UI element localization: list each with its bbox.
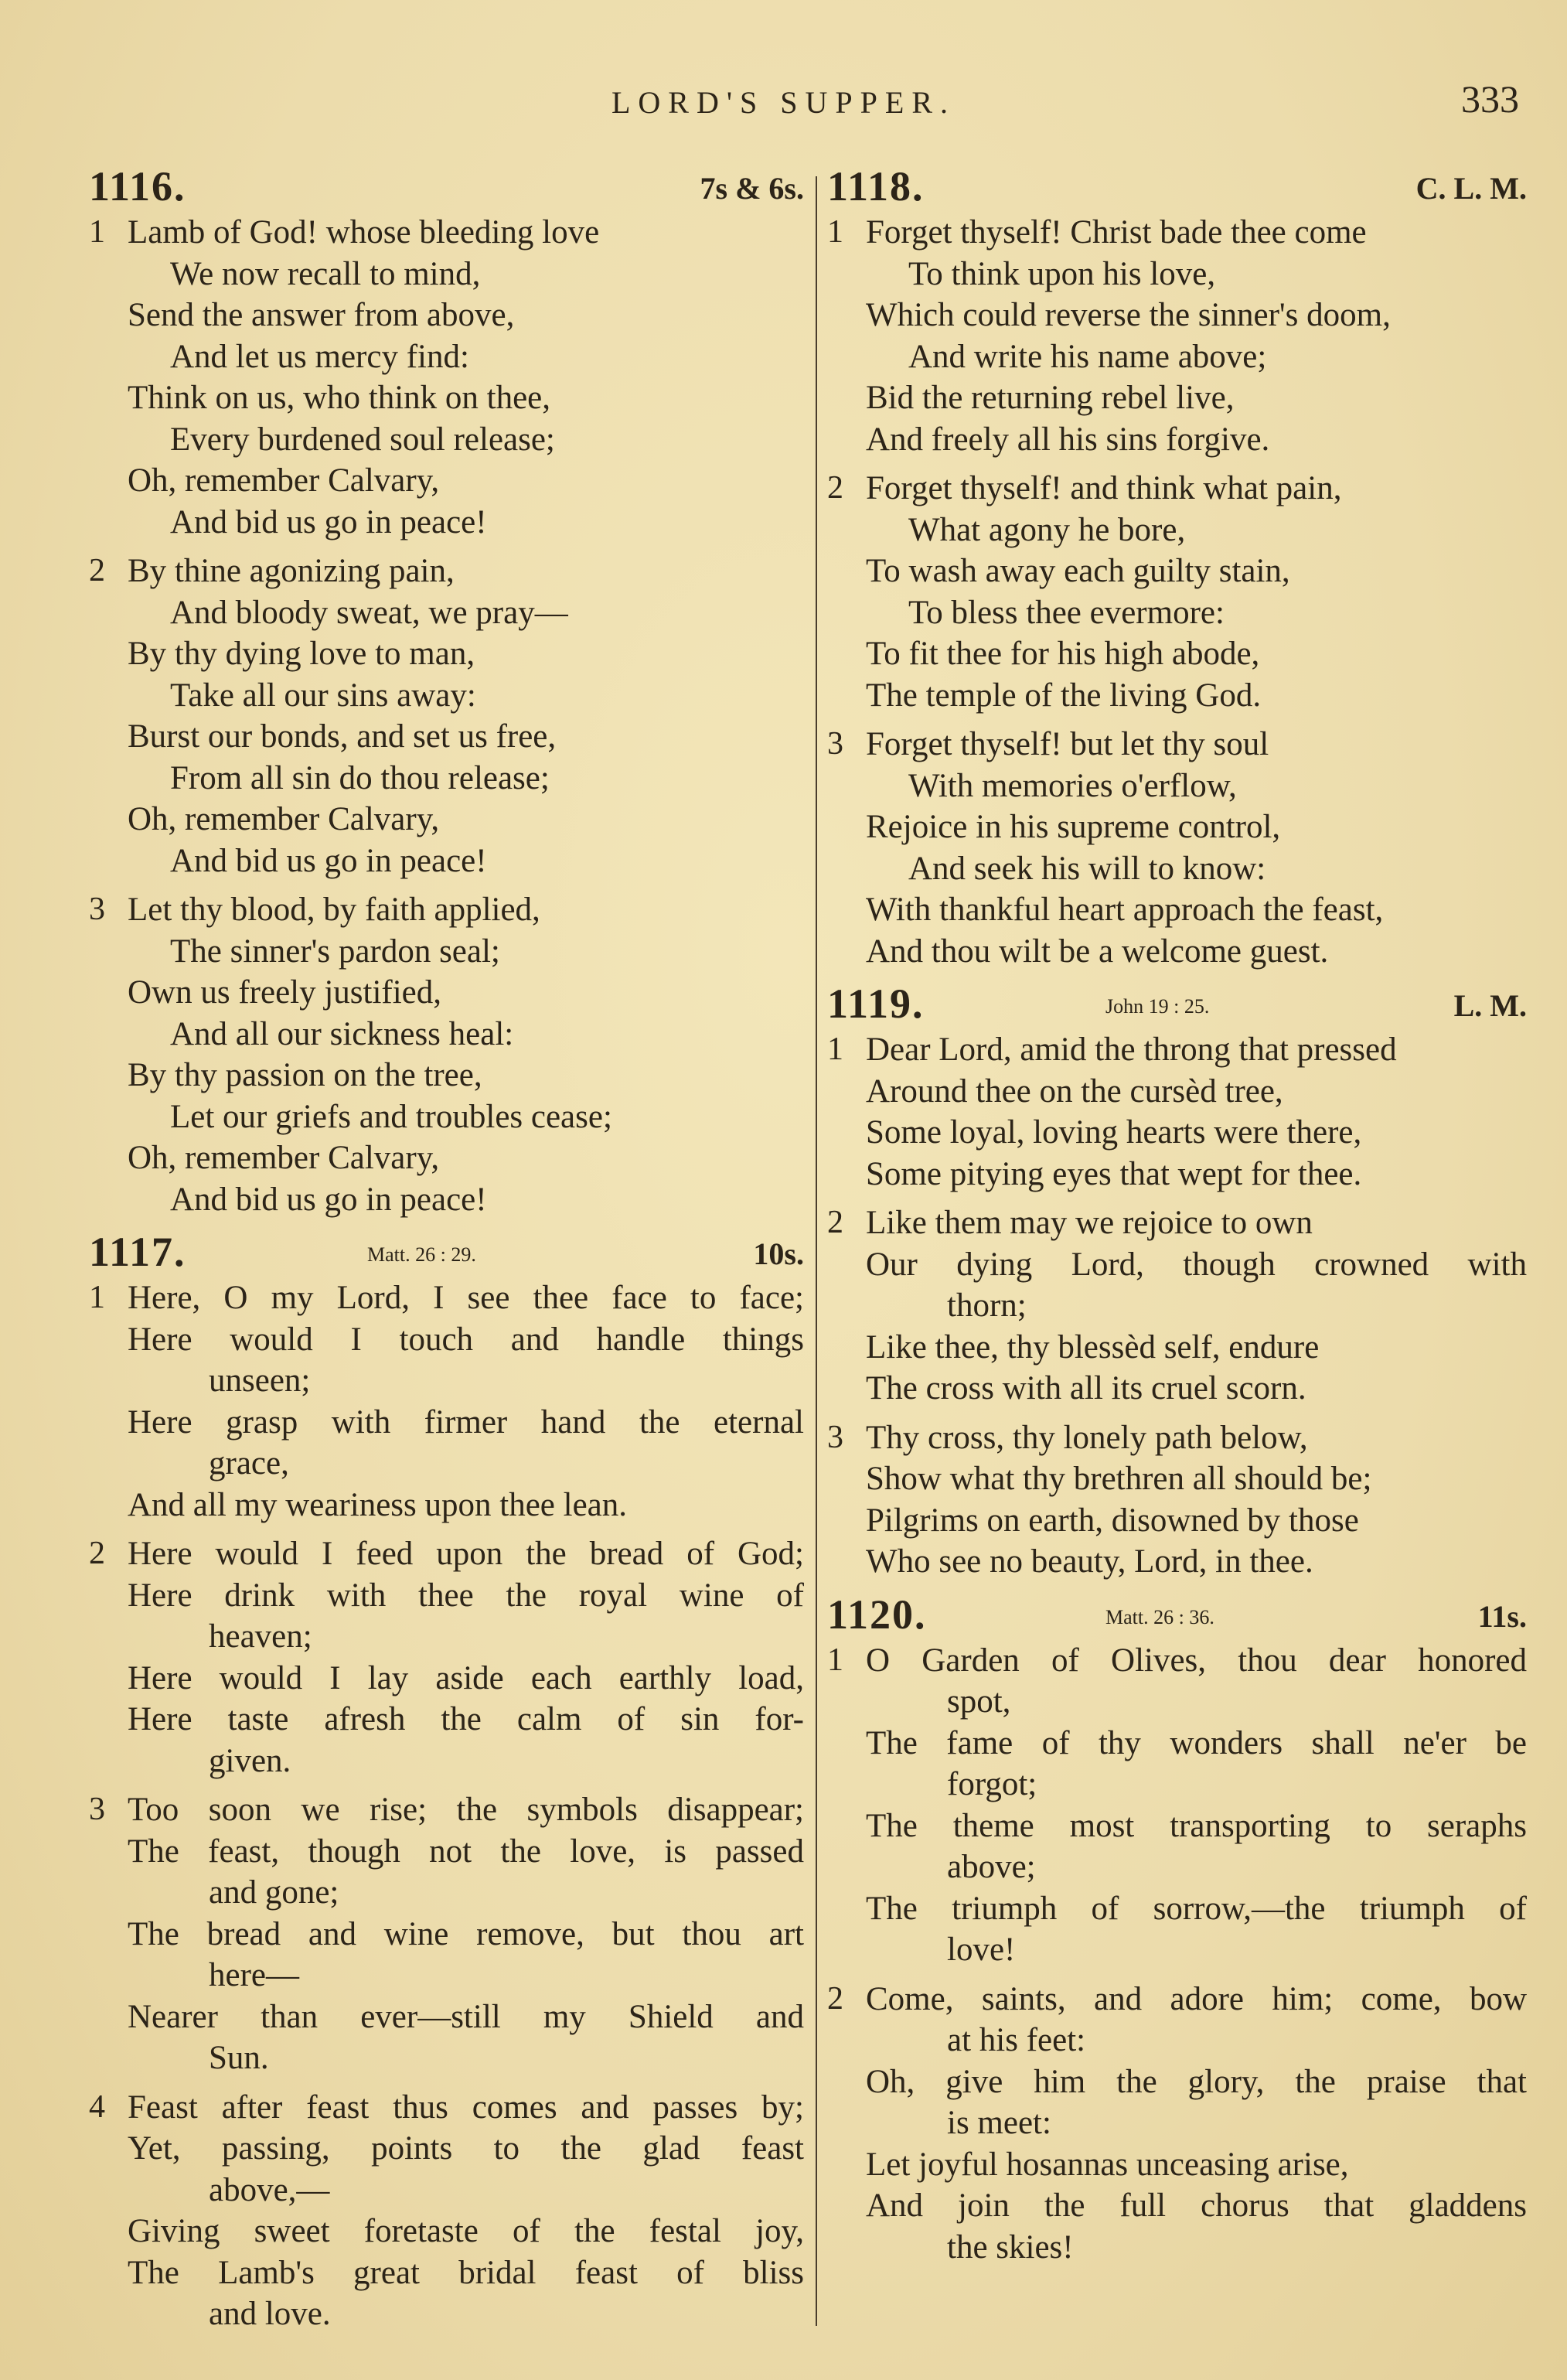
verse-line: Let thy blood, by faith applied, [128,892,540,928]
hymn [827,1591,1527,2269]
verse-line: Every burdened soul release; [170,421,555,458]
verse-line: Own us freely justified, [128,974,442,1011]
hymn-number: 1120. [827,1591,927,1638]
stanza [89,1533,804,1782]
verse-line: Let joyful hosannas unceasing arise, [866,2146,1349,2183]
verse-line: Who see no beauty, Lord, in thee. [866,1543,1313,1580]
verse-line: The bread and wine remove, but thou art [128,1915,804,1952]
verse-line: forgot; [947,1766,1037,1802]
verse-line: is meet: [947,2105,1051,2141]
stanza [827,468,1527,716]
hymn [827,980,1527,1583]
stanza [827,1417,1527,1583]
stanza [827,212,1527,460]
verse-line: Show what thy brethren all should be; [866,1461,1372,1497]
verse-line: And bloody sweat, we pray— [170,594,568,631]
verse-line: The theme most transporting to seraphs [866,1807,1527,1844]
hymn [827,165,1527,972]
verse-line: Thy cross, thy lonely path below, [866,1419,1308,1456]
verse-line: Giving sweet foretaste of the festal joy, [128,2213,804,2249]
hymn-meter: 10s. [753,1236,804,1271]
verse-line: Here would I touch and handle things [128,1321,804,1358]
verse-line: Lamb of God! whose bleeding love [128,214,600,251]
verse-line: Like thee, thy blessèd self, endure [866,1328,1320,1366]
right-column [827,165,1527,2279]
verse-line: And let us mercy find: [170,338,469,375]
verse-line: heaven; [209,1618,312,1655]
verse-line: Our dying Lord, though crowned with [866,1246,1527,1283]
verse-line: To fit thee for his high abode, [866,636,1260,672]
verse-line: By thy passion on the tree, [128,1057,482,1093]
hymn-header [827,165,1527,212]
verse-line: By thy dying love to man, [128,636,475,672]
verse-line: And join the full chorus that gladdens [866,2187,1527,2224]
verse-line: The triumph of sorrow,—the triumph of [866,1890,1527,1927]
verse-line: Dear Lord, amid the throng that pressed [866,1031,1397,1068]
verse-line: love! [947,1932,1016,1968]
stanza [89,1277,804,1526]
verse-line: Think on us, who think on thee, [128,380,551,416]
verse-number: 1 [89,214,105,250]
verse-line: And bid us go in peace! [170,503,487,540]
verse-line: To bless thee evermore: [908,594,1225,631]
verse-number: 2 [89,553,105,588]
verse-line: unseen; [209,1362,311,1399]
verse-number: 3 [89,892,105,927]
page-number: 333 [1461,77,1519,121]
verse-line: And thou wilt be a welcome guest. [866,933,1329,970]
verse-line: O Garden of Olives, thou dear honored [866,1642,1527,1679]
verse-line: Send the answer from above, [128,297,515,333]
hymn-number: 1118. [827,163,925,210]
verse-line: Here, O my Lord, I see thee face to face; [128,1280,804,1316]
verse-line: And bid us go in peace! [170,842,487,879]
verse-line: And freely all his sins forgive. [866,421,1270,458]
verse-number: 1 [827,1031,843,1067]
verse-line: The fame of thy wonders shall ne'er be [866,1724,1527,1761]
verse-line: Come, saints, and adore him; come, bow [866,1980,1527,2017]
verse-line: Some pitying eyes that wept for thee. [866,1155,1362,1192]
hymn-meter: 7s & 6s. [700,171,804,206]
verse-number: 4 [89,2088,105,2125]
verse-line: From all sin do thou release; [170,759,550,796]
verse-line: spot, [947,1683,1011,1720]
verse-line: Take all our sins away: [170,677,476,714]
verse-line: Pilgrims on earth, disowned by those [866,1502,1359,1539]
stanza [827,1979,1527,2269]
verse-line: and love. [209,2296,331,2332]
verse-line: Yet, passing, points to the glad feast [128,2130,804,2167]
verse-line: above,— [209,2171,330,2208]
hymn-header [89,165,804,212]
hymn-number: 1116. [89,163,186,210]
verse-number: 3 [827,1419,843,1455]
verse-line: grace, [209,1445,289,1482]
stanza [89,1789,804,2079]
verse-line: Here would I lay aside each earthly load, [128,1659,804,1696]
verse-line: Feast after feast thus comes and passes by; [128,2088,804,2126]
verse-line: Oh, remember Calvary, [128,1140,440,1176]
verse-line: Too soon we rise; the symbols disappear; [128,1792,804,1828]
verse-line: The sinner's pardon seal; [170,933,500,970]
verse-line: Here drink with thee the royal wine of [128,1577,804,1614]
verse-line: The temple of the living God. [866,677,1262,714]
stanza [89,551,804,881]
hymn-header [827,1591,1527,1640]
stanza [89,889,804,1220]
verse-line: And seek his will to know: [908,850,1266,887]
verse-line: here— [209,1957,299,1993]
hymn-meter: 11s. [1477,1598,1527,1634]
verse-line: The feast, though not the love, is passed [128,1833,804,1870]
verse-number: 1 [827,214,843,250]
verse-line: And write his name above; [908,338,1267,375]
left-column [89,165,804,2346]
stanza [89,2087,804,2335]
verse-line: Like them may we rejoice to own [866,1205,1313,1241]
verse-line: Oh, remember Calvary, [128,801,440,837]
verse-number: 2 [827,470,843,506]
column-divider [816,176,817,2326]
verse-line: thorn; [947,1287,1027,1324]
verse-line: Oh, give him the glory, the praise that [866,2063,1527,2100]
verse-line: and gone; [209,1874,339,1911]
verse-line: Here taste afresh the calm of sin for- [128,1701,804,1737]
verse-line: And all my weariness upon thee lean. [128,1486,628,1523]
verse-line: Here grasp with firmer hand the eternal [128,1403,804,1441]
verse-line: at his feet: [947,2022,1086,2058]
verse-line: Rejoice in his supreme control, [866,809,1281,845]
stanza [827,1640,1527,1971]
stanza [89,212,804,543]
verse-number: 3 [89,1792,105,1827]
verse-number: 3 [827,726,843,762]
verse-line: Nearer than ever—still my Shield and [128,1998,804,2035]
verse-line: By thine agonizing pain, [128,553,455,589]
stanza [827,1202,1527,1410]
verse-line: the skies! [947,2228,1074,2266]
verse-line: The cross with all its cruel scorn. [866,1370,1306,1407]
verse-line: Which could reverse the sinner's doom, [866,297,1391,333]
verse-line: To think upon his love, [908,255,1216,292]
verse-line: Forget thyself! Christ bade thee come [866,214,1367,251]
verse-line: Let our griefs and troubles cease; [170,1098,612,1135]
verse-line: above; [947,1849,1036,1885]
verse-line: Around thee on the cursèd tree, [866,1072,1283,1110]
verse-line: To wash away each guilty stain, [866,553,1290,589]
stanza [827,1029,1527,1195]
hymn [89,1231,804,2335]
verse-number: 1 [827,1642,843,1678]
verse-line: Sun. [209,2040,269,2076]
verse-number: 2 [827,1205,843,1240]
verse-line: What agony he bore, [908,511,1186,548]
verse-line: Here would I feed upon the bread of God; [128,1536,804,1572]
verse-line: And all our sickness heal: [170,1015,514,1052]
verse-line: With memories o'erflow, [908,767,1237,804]
verse-number: 1 [89,1280,105,1315]
verse-line: We now recall to mind, [170,255,481,292]
verse-line: With thankful heart approach the feast, [866,892,1384,928]
scripture-reference: Matt. 26 : 36. [1105,1605,1214,1628]
verse-line: And bid us go in peace! [170,1181,487,1218]
scripture-reference: John 19 : 25. [1105,995,1210,1018]
verse-line: Forget thyself! but let thy soul [866,726,1269,762]
verse-number: 2 [827,1980,843,2017]
hymn-meter: L. M. [1453,988,1527,1023]
verse-line: Some loyal, loving hearts were there, [866,1114,1362,1151]
hymn-header [827,980,1527,1029]
verse-line: Forget thyself! and think what pain, [866,470,1342,506]
stanza [827,724,1527,972]
hymn-header [89,1231,804,1277]
hymn [89,165,804,1220]
scripture-reference: Matt. 26 : 29. [367,1243,476,1266]
verse-number: 2 [89,1536,105,1571]
hymn-number: 1117. [89,1229,186,1275]
verse-line: given. [209,1742,291,1779]
hymn-meter: C. L. M. [1415,171,1527,206]
running-title: LORD'S SUPPER. [611,85,956,120]
hymn-number: 1119. [827,980,925,1027]
verse-line: Burst our bonds, and set us free, [128,718,557,755]
verse-line: Oh, remember Calvary, [128,462,440,499]
verse-line: Bid the returning rebel live, [866,380,1235,416]
verse-line: The Lamb's great bridal feast of bliss [128,2254,804,2291]
